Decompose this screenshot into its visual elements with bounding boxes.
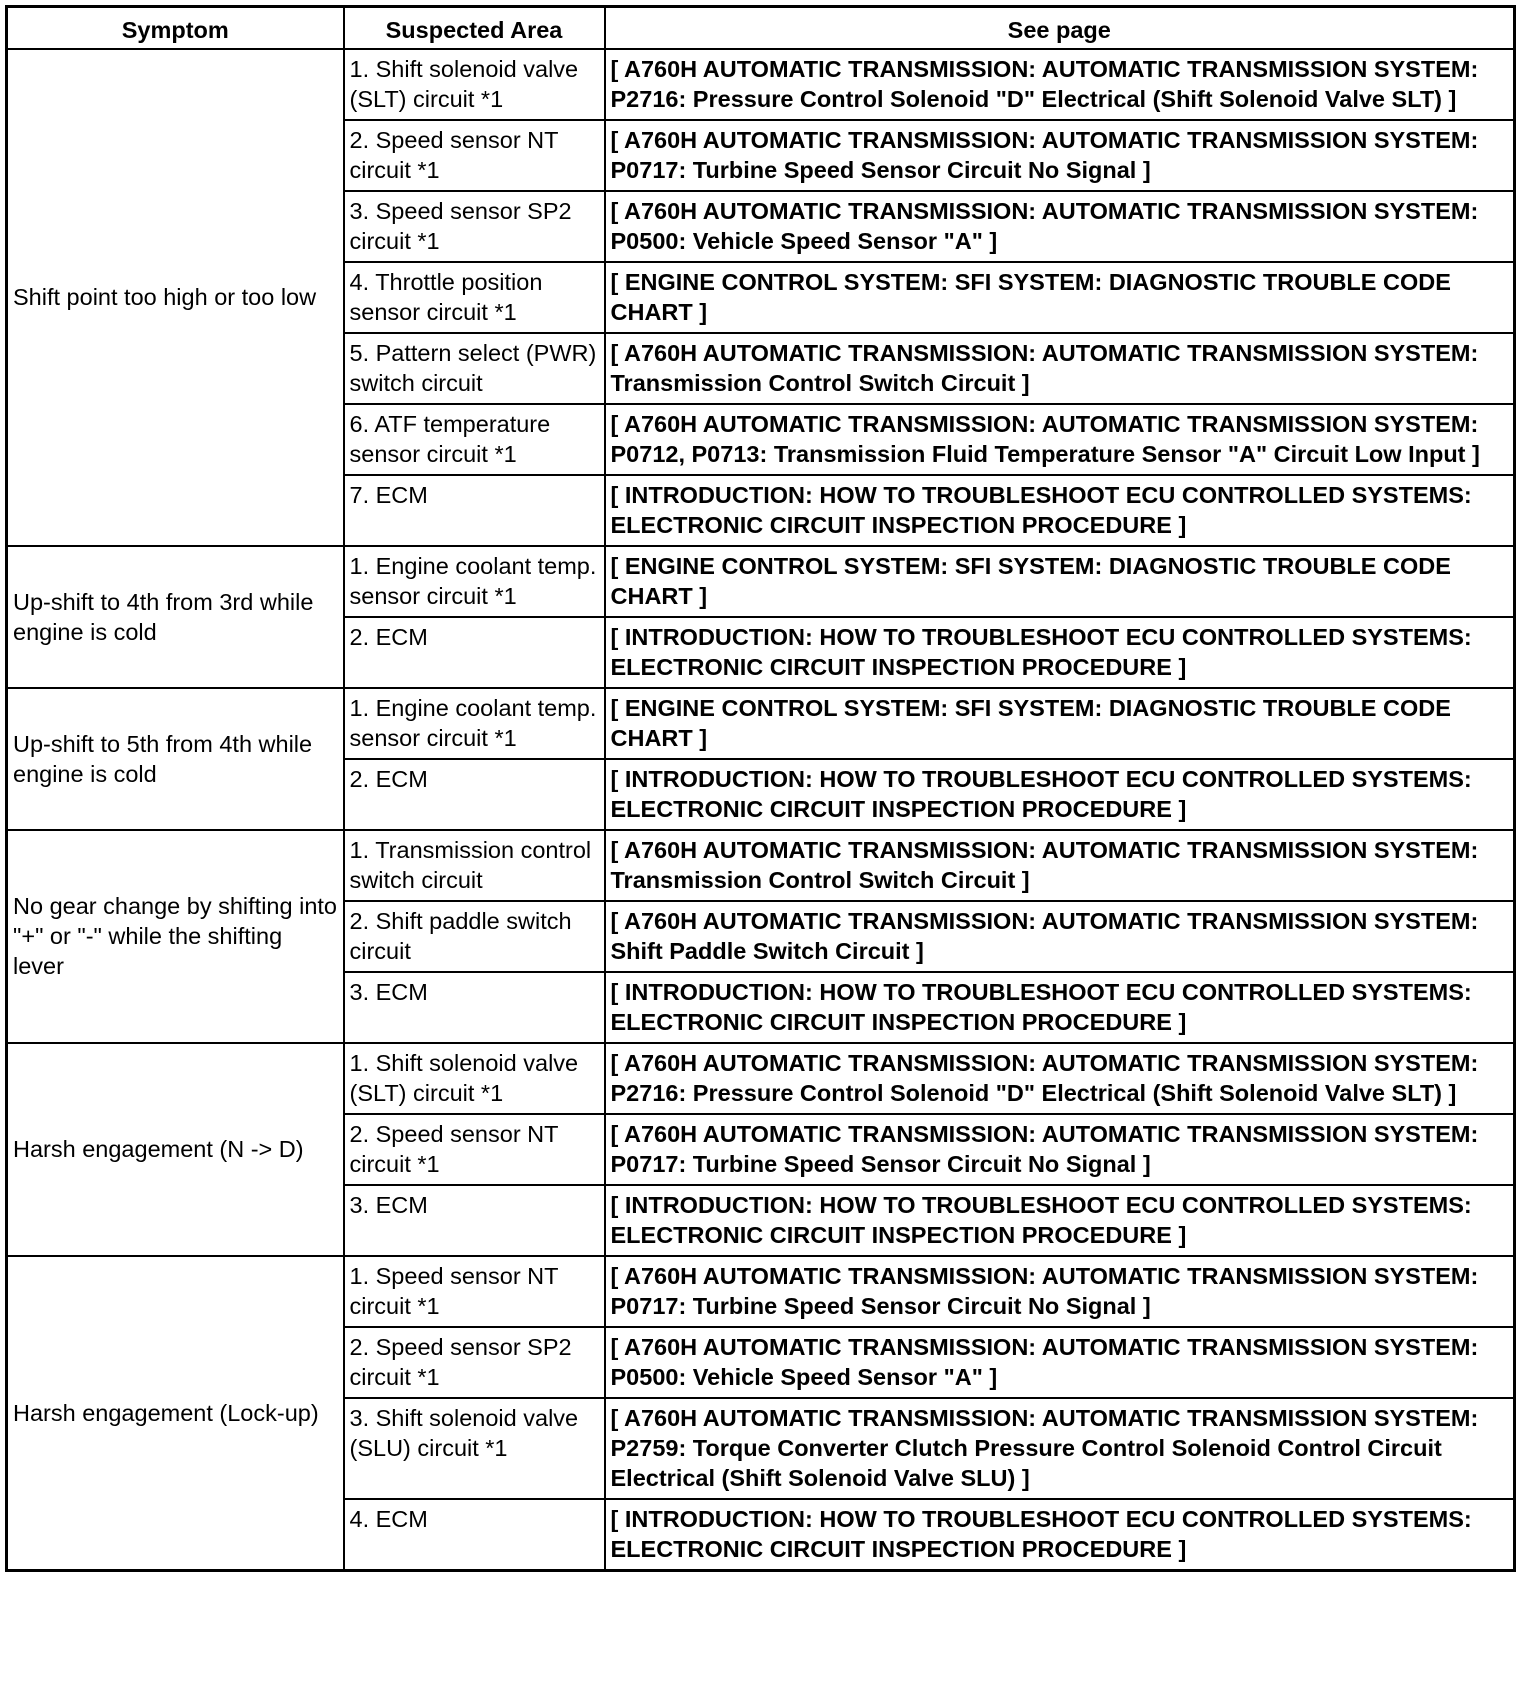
header-see-page: See page [605, 7, 1515, 50]
see-page-reference-cell: [ A760H AUTOMATIC TRANSMISSION: AUTOMATIC TRANSMISSION SYSTEM: Shift Paddle Switch Circuit ] [605, 901, 1515, 972]
suspected-area-cell: 6. ATF temperature sensor circuit *1 [344, 404, 605, 475]
suspected-area-cell: 2. ECM [344, 617, 605, 688]
suspected-area-cell: 5. Pattern select (PWR) switch circuit [344, 333, 605, 404]
see-page-reference-cell: [ ENGINE CONTROL SYSTEM: SFI SYSTEM: DIAGNOSTIC TROUBLE CODE CHART ] [605, 262, 1515, 333]
see-page-reference-cell: [ ENGINE CONTROL SYSTEM: SFI SYSTEM: DIAGNOSTIC TROUBLE CODE CHART ] [605, 688, 1515, 759]
see-page-reference-cell: [ INTRODUCTION: HOW TO TROUBLESHOOT ECU CONTROLLED SYSTEMS: ELECTRONIC CIRCUIT INSPECTION PROCEDURE ] [605, 759, 1515, 830]
troubleshooting-table-container [5, 5, 1516, 1572]
see-page-reference-cell: [ A760H AUTOMATIC TRANSMISSION: AUTOMATIC TRANSMISSION SYSTEM: P2759: Torque Converter Clutch Pressure Control Solenoid Control Circuit Electrical (Shift Solenoid Valve SLU) ] [605, 1398, 1515, 1499]
see-page-reference-cell: [ A760H AUTOMATIC TRANSMISSION: AUTOMATIC TRANSMISSION SYSTEM: P0717: Turbine Speed Sensor Circuit No Signal ] [605, 1114, 1515, 1185]
suspected-area-cell: 7. ECM [344, 475, 605, 546]
suspected-area-cell: 2. Speed sensor SP2 circuit *1 [344, 1327, 605, 1398]
table-row [7, 1043, 1515, 1114]
symptom-cell: Up-shift to 4th from 3rd while engine is cold [7, 546, 344, 688]
suspected-area-cell: 1. Shift solenoid valve (SLT) circuit *1 [344, 49, 605, 120]
symptom-cell: No gear change by shifting into "+" or "-" while the shifting lever [7, 830, 344, 1043]
see-page-reference-cell: [ INTRODUCTION: HOW TO TROUBLESHOOT ECU CONTROLLED SYSTEMS: ELECTRONIC CIRCUIT INSPECTION PROCEDURE ] [605, 972, 1515, 1043]
suspected-area-cell: 1. Speed sensor NT circuit *1 [344, 1256, 605, 1327]
see-page-reference-cell: [ A760H AUTOMATIC TRANSMISSION: AUTOMATIC TRANSMISSION SYSTEM: P2716: Pressure Control Solenoid "D" Electrical (Shift Solenoid Valve SLT) ] [605, 1043, 1515, 1114]
header-row [7, 7, 1515, 50]
symptom-cell: Up-shift to 5th from 4th while engine is cold [7, 688, 344, 830]
suspected-area-cell: 1. Shift solenoid valve (SLT) circuit *1 [344, 1043, 605, 1114]
suspected-area-cell: 2. ECM [344, 759, 605, 830]
suspected-area-cell: 3. ECM [344, 972, 605, 1043]
table-row [7, 49, 1515, 120]
see-page-reference-cell: [ A760H AUTOMATIC TRANSMISSION: AUTOMATIC TRANSMISSION SYSTEM: P0712, P0713: Transmission Fluid Temperature Sensor "A" Circuit Low Input ] [605, 404, 1515, 475]
suspected-area-cell: 4. ECM [344, 1499, 605, 1571]
suspected-area-cell: 4. Throttle position sensor circuit *1 [344, 262, 605, 333]
suspected-area-cell: 1. Engine coolant temp. sensor circuit *1 [344, 546, 605, 617]
see-page-reference-cell: [ INTRODUCTION: HOW TO TROUBLESHOOT ECU CONTROLLED SYSTEMS: ELECTRONIC CIRCUIT INSPECTION PROCEDURE ] [605, 1499, 1515, 1571]
see-page-reference-cell: [ A760H AUTOMATIC TRANSMISSION: AUTOMATIC TRANSMISSION SYSTEM: P0717: Turbine Speed Sensor Circuit No Signal ] [605, 120, 1515, 191]
symptom-cell: Shift point too high or too low [7, 49, 344, 546]
symptom-cell: Harsh engagement (N -> D) [7, 1043, 344, 1256]
symptom-cell: Harsh engagement (Lock-up) [7, 1256, 344, 1571]
suspected-area-cell: 3. Shift solenoid valve (SLU) circuit *1 [344, 1398, 605, 1499]
header-suspected-area: Suspected Area [344, 7, 605, 50]
table-row [7, 688, 1515, 759]
table-body [7, 49, 1515, 1571]
table-row [7, 546, 1515, 617]
see-page-reference-cell: [ A760H AUTOMATIC TRANSMISSION: AUTOMATIC TRANSMISSION SYSTEM: P0500: Vehicle Speed Sensor "A" ] [605, 1327, 1515, 1398]
see-page-reference-cell: [ A760H AUTOMATIC TRANSMISSION: AUTOMATIC TRANSMISSION SYSTEM: Transmission Control Switch Circuit ] [605, 830, 1515, 901]
suspected-area-cell: 2. Speed sensor NT circuit *1 [344, 120, 605, 191]
header-symptom: Symptom [7, 7, 344, 50]
suspected-area-cell: 3. ECM [344, 1185, 605, 1256]
see-page-reference-cell: [ A760H AUTOMATIC TRANSMISSION: AUTOMATIC TRANSMISSION SYSTEM: P0717: Turbine Speed Sensor Circuit No Signal ] [605, 1256, 1515, 1327]
see-page-reference-cell: [ A760H AUTOMATIC TRANSMISSION: AUTOMATIC TRANSMISSION SYSTEM: P2716: Pressure Control Solenoid "D" Electrical (Shift Solenoid Valve SLT) ] [605, 49, 1515, 120]
table-row [7, 1256, 1515, 1327]
see-page-reference-cell: [ A760H AUTOMATIC TRANSMISSION: AUTOMATIC TRANSMISSION SYSTEM: P0500: Vehicle Speed Sensor "A" ] [605, 191, 1515, 262]
suspected-area-cell: 1. Engine coolant temp. sensor circuit *1 [344, 688, 605, 759]
suspected-area-cell: 1. Transmission control switch circuit [344, 830, 605, 901]
see-page-reference-cell: [ A760H AUTOMATIC TRANSMISSION: AUTOMATIC TRANSMISSION SYSTEM: Transmission Control Switch Circuit ] [605, 333, 1515, 404]
see-page-reference-cell: [ INTRODUCTION: HOW TO TROUBLESHOOT ECU CONTROLLED SYSTEMS: ELECTRONIC CIRCUIT INSPECTION PROCEDURE ] [605, 475, 1515, 546]
table-row [7, 830, 1515, 901]
see-page-reference-cell: [ INTRODUCTION: HOW TO TROUBLESHOOT ECU CONTROLLED SYSTEMS: ELECTRONIC CIRCUIT INSPECTION PROCEDURE ] [605, 617, 1515, 688]
troubleshooting-table [5, 5, 1516, 1572]
see-page-reference-cell: [ ENGINE CONTROL SYSTEM: SFI SYSTEM: DIAGNOSTIC TROUBLE CODE CHART ] [605, 546, 1515, 617]
suspected-area-cell: 2. Speed sensor NT circuit *1 [344, 1114, 605, 1185]
suspected-area-cell: 2. Shift paddle switch circuit [344, 901, 605, 972]
suspected-area-cell: 3. Speed sensor SP2 circuit *1 [344, 191, 605, 262]
see-page-reference-cell: [ INTRODUCTION: HOW TO TROUBLESHOOT ECU CONTROLLED SYSTEMS: ELECTRONIC CIRCUIT INSPECTION PROCEDURE ] [605, 1185, 1515, 1256]
